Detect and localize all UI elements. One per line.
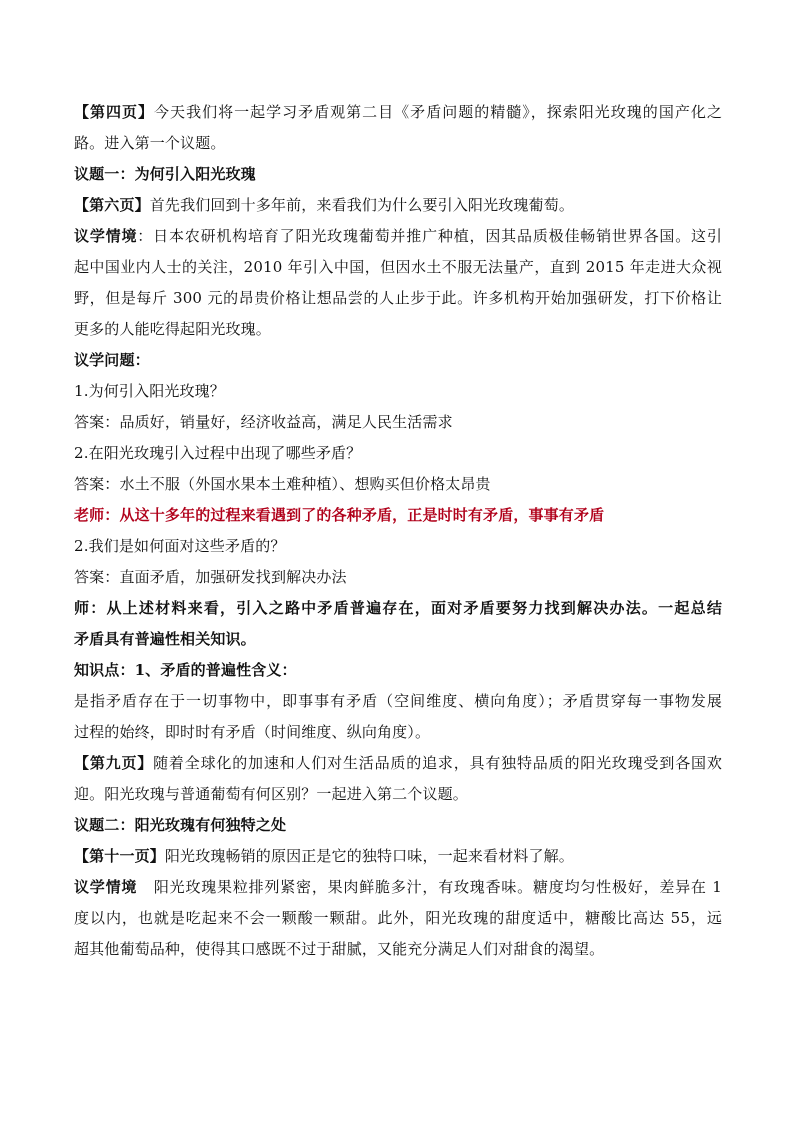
scene1-line3: 野，但是每斤 300 元的昂贵价格让想品尝的人止步于此。许多机构开始加强研发，打下价格让	[74, 289, 722, 307]
teacher-remark-1: 老师：从这十多年的过程来看遇到了的各种矛盾，正是时时有矛盾，事事有矛盾	[74, 506, 605, 524]
paragraph-text: 随着全球化的加速和人们对生活品质的追求，具有独特品质的阳光玫瑰受到各国欢	[153, 754, 722, 772]
paragraph-page6	[74, 190, 722, 221]
question-1: 1.为何引入阳光玫瑰？	[74, 382, 225, 400]
scene2-line1	[74, 872, 722, 903]
scene1-line4: 更多的人能吃得起阳光玫瑰。	[74, 320, 271, 338]
scene-label: 议学情境	[74, 878, 138, 896]
page-tag: 【第四页】	[74, 103, 155, 121]
paragraph-page9-line1	[74, 748, 722, 779]
topic-heading-2: 议题二：阳光玫瑰有何独特之处	[74, 816, 287, 834]
paragraph-page4-line1	[74, 97, 722, 128]
scene2-line3: 超其他葡萄品种，使得其口感既不过于甜腻，又能充分满足人们对甜食的渴望。	[74, 940, 605, 958]
paragraph-page11	[74, 841, 722, 872]
questions-heading: 议学问题：	[74, 351, 150, 369]
knowledge-heading: 知识点：1、矛盾的普遍性含义：	[74, 661, 297, 679]
answer-3: 答案：直面矛盾，加强研发找到解决办法	[74, 568, 347, 586]
question-3: 2.我们是如何面对这些矛盾的？	[74, 537, 286, 555]
definition-line1: 是指矛盾存在于一切事物中，即事事有矛盾（空间维度、横向角度）；矛盾贯穿每一事物发展	[74, 692, 722, 710]
topic-heading-1: 议题一：为何引入阳光玫瑰	[74, 165, 256, 183]
page-tag: 【第九页】	[74, 754, 154, 772]
scene-label: 议学情境	[74, 227, 138, 245]
scene1-line2: 起中国业内人士的关注，2010 年引入中国，但因水土不服无法量产，直到 2015 年走进大众视	[74, 258, 722, 276]
answer-2: 答案：水土不服（外国水果本土难种植）、想购买但价格太昂贵	[74, 475, 491, 493]
scene2-line2: 度以内，也就是吃起来不会一颗酸一颗甜。此外，阳光玫瑰的甜度适中，糖酸比高达 55，远	[74, 909, 722, 927]
definition-line2: 过程的始终，即时时有矛盾（时间维度、纵向角度）。	[74, 723, 431, 741]
page-tag: 【第十一页】	[74, 847, 165, 865]
paragraph-text: 阳光玫瑰畅销的原因正是它的独特口味，一起来看材料了解。	[164, 847, 574, 865]
teacher-remark-2-line1: 师：从上述材料来看，引入之路中矛盾普遍存在，面对矛盾要努力找到解决办法。一起总结	[74, 599, 722, 617]
question-2: 2.在阳光玫瑰引入过程中出现了哪些矛盾？	[74, 444, 362, 462]
paragraph-page4-line2: 路。进入第一个议题。	[74, 134, 226, 152]
teacher-remark-2-line2: 矛盾具有普遍性相关知识。	[74, 630, 256, 648]
paragraph-text: 今天我们将一起学习矛盾观第二目《矛盾问题的精髓》，探索阳光玫瑰的国产化之	[154, 103, 722, 121]
scene1-line1	[74, 221, 722, 252]
answer-1: 答案：品质好，销量好，经济收益高，满足人民生活需求	[74, 413, 453, 431]
scene-text: 阳光玫瑰果粒排列紧密，果肉鲜脆多汁，有玫瑰香味。糖度均匀性极好，差异在 1	[137, 878, 722, 896]
document-body	[74, 97, 722, 965]
scene-text: ：日本农研机构培育了阳光玫瑰葡萄并推广种植，因其品质极佳畅销世界各国。这引	[137, 227, 722, 245]
page-tag: 【第六页】	[74, 196, 150, 214]
paragraph-text: 首先我们回到十多年前，来看我们为什么要引入阳光玫瑰葡萄。	[149, 196, 574, 214]
paragraph-page9-line2: 迎。阳光玫瑰与普通葡萄有何区别？一起进入第二个议题。	[74, 785, 468, 803]
